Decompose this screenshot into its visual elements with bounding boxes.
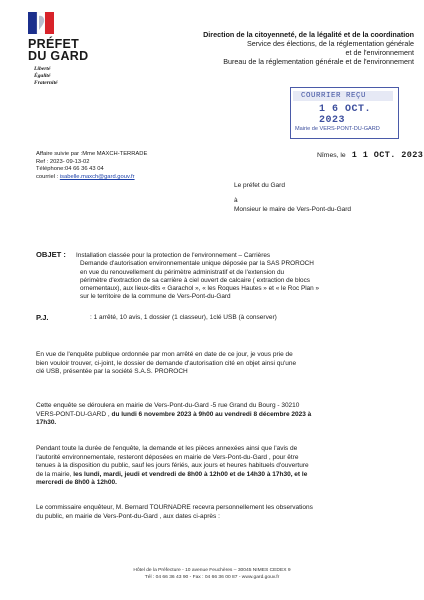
- logo-title-line2: DU GARD: [28, 49, 89, 63]
- opening-hours-end: mercredi de 8h00 à 12h00.: [36, 479, 117, 487]
- paragraph-2: [36, 402, 396, 428]
- marianne-flag-icon: [28, 12, 54, 34]
- letter-header: [114, 30, 414, 66]
- objet-line: périmètre d'extraction de sa carrière à ciel ouvert de calcaire ( extraction de blocs: [80, 276, 310, 284]
- case-handler: Affaire suivie par :Mme MAXCH-TERRADE: [36, 151, 148, 157]
- recipient-a: à: [234, 197, 238, 204]
- objet-label: OBJET :: [36, 250, 66, 259]
- case-telephone: Téléphone:04 66 36 43 04: [36, 166, 104, 173]
- paragraph-1: [36, 351, 396, 377]
- motto-fraternite: Fraternité: [34, 80, 58, 86]
- case-details: [36, 151, 147, 181]
- sender: Le préfet du Gard: [234, 182, 285, 189]
- date-line: [317, 150, 423, 160]
- email-link[interactable]: isabelle.maxch@gard.gouv.fr: [59, 173, 135, 180]
- paragraph-4: [36, 504, 396, 521]
- paragraph-line: tenues à la disposition du public, sauf les jours fériés, aux jours et heures habituels d'ouverture: [36, 462, 309, 470]
- enquiry-dates-end: 17h30.: [36, 419, 57, 427]
- paragraph-line: VERS-PONT-DU-GARD ,: [36, 410, 112, 418]
- logo-title-line1: PRÉFET: [28, 37, 80, 51]
- paragraph-line: du public, en mairie de Vers-Pont-du-Gard , aux dates ci-après :: [36, 512, 220, 520]
- paragraph-3: [36, 445, 396, 488]
- paragraph-line: l'autorité environnementale, resteront déposées en mairie de Vers-Pont-du-Gard , pour être: [36, 453, 299, 461]
- motto-egalite: Égalité: [34, 73, 51, 79]
- stamp-date: 1 6 OCT. 2023: [319, 104, 372, 126]
- recipient-name: Monsieur le maire de Vers-Pont-du-Gard: [234, 206, 352, 213]
- paragraph-line: Pendant toute la durée de l'enquête, la demande et les pièces annexées ainsi que l'avis de: [36, 445, 298, 452]
- pj-text: : 1 arrêté, 10 avis, 1 dossier (1 classeur), 1clé USB (à conserver): [90, 314, 277, 321]
- case-reference: Ref : 2023- 09-13-02: [36, 158, 90, 165]
- stamp-mairie: Mairie de VERS-PONT-DU-GARD: [295, 126, 380, 132]
- email-label: courriel :: [36, 173, 60, 180]
- header-service-cont: et de l'environnement: [345, 48, 414, 57]
- motto-liberte: Liberté: [34, 66, 51, 72]
- paragraph-line: Cette enquête se déroulera en mairie de Vers-Pont-du-Gard -5 rue Grand du Bourg - 30210: [36, 402, 300, 409]
- objet-line: Demande d'autorisation environnementale unique déposée par la SAS PROROCH: [80, 260, 314, 268]
- objet-line: en vue du renouvellement du périmètre administratif et de l'extension du: [80, 268, 285, 276]
- page-footer: [0, 567, 424, 581]
- objet-line: Installation classée pour la protection de l'environnement – Carrières: [76, 252, 271, 259]
- objet-text: [76, 252, 319, 302]
- header-service: Service des élections, de la réglementation générale: [246, 39, 414, 48]
- opening-hours: les lundi, mardi, jeudi et vendredi de 8h00 à 12h00 et de 14h30 à 17h30, et le: [73, 470, 308, 478]
- objet-line: ornementaux), aux lieux-dits « Garachol », « les Roques Hautes » et « le Roc Plan »: [80, 285, 320, 293]
- stamp-courrier-recu: COURRIER REÇU: [301, 92, 367, 100]
- date-place: Nîmes, le: [317, 152, 346, 159]
- enquiry-dates: du lundi 6 novembre 2023 à 9h00 au vendredi 8 décembre 2023 à: [111, 410, 312, 418]
- letter-date: 1 1 OCT. 2023: [351, 150, 424, 160]
- objet-line: sur le territoire de la commune de Vers-Pont-du-Gard: [80, 293, 231, 301]
- footer-address: Hôtel de la Préfecture - 10 avenue Feuchères – 30045 NIMES CEDEX 9: [133, 568, 291, 573]
- logo-title: [28, 38, 88, 62]
- header-bureau: Bureau de la réglementation générale et de l'environnement: [223, 57, 414, 66]
- paragraph-line: Le commissaire enquêteur, M. Bernard TOURNADRE recevra personnellement les observations: [36, 504, 313, 511]
- footer-contact: Tél : 04 66 36 43 90 - Fax : 04 66 36 00 87 - www.gard.gouv.fr: [144, 575, 280, 580]
- paragraph-line: clé USB, présentée par la société S.A.S. PROROCH: [36, 368, 188, 376]
- logo-motto: [34, 66, 58, 87]
- paragraph-line: bien vouloir trouver, ci-joint, le dossier de demande d'autorisation cité en objet ainsi qu'une: [36, 359, 297, 367]
- header-direction: Direction de la citoyenneté, de la légalité et de la coordination: [203, 30, 414, 39]
- pj-label: P.J.: [36, 313, 49, 322]
- paragraph-line: En vue de l'enquête publique ordonnée par mon arrêté en date de ce jour, je vous prie de: [36, 351, 293, 358]
- reception-stamp: [290, 87, 399, 139]
- paragraph-line: de la mairie,: [36, 470, 74, 478]
